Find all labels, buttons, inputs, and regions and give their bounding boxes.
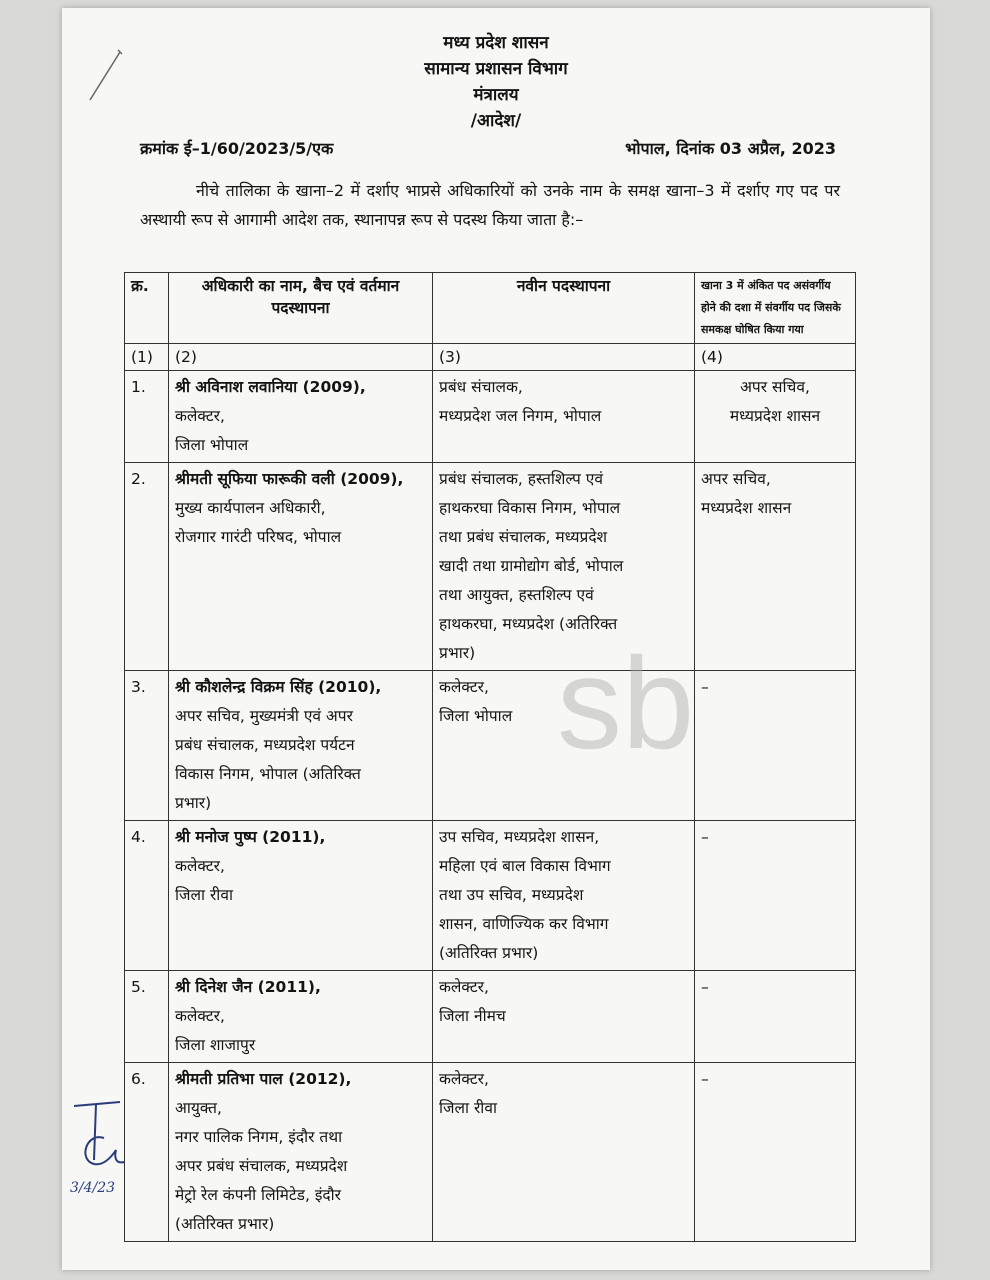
signature-date: 3/4/23 xyxy=(70,1180,116,1196)
current-posting-line: जिला शाजापुर xyxy=(175,1036,256,1054)
header-ministry: मंत्रालय xyxy=(473,85,519,105)
header-order: /आदेश/ xyxy=(470,111,522,131)
cell-new-posting xyxy=(433,371,695,463)
officer-name: श्री दिनेश जैन (2011), xyxy=(175,978,321,996)
new-posting-line: जिला भोपाल xyxy=(439,707,513,725)
col-header-equivalent: खाना 3 में अंकित पद असंवर्गीय होने की दशा में संवर्गीय पद जिसके समकक्ष घोषित किया गया xyxy=(695,273,856,344)
table-header-row xyxy=(125,273,856,344)
new-posting-line: मध्यप्रदेश जल निगम, भोपाल xyxy=(439,407,602,425)
equivalent-line: मध्यप्रदेश शासन xyxy=(729,407,821,425)
table-row xyxy=(125,1063,856,1242)
current-posting-line: आयुक्त, xyxy=(175,1099,222,1117)
posting-table xyxy=(124,272,856,1242)
header-department: सामान्य प्रशासन विभाग xyxy=(424,59,568,79)
cell-sno: 1. xyxy=(125,371,169,463)
cell-new-posting xyxy=(433,1063,695,1242)
cell-officer xyxy=(169,821,433,971)
reference-number: क्रमांक ई–1/60/2023/5/एक xyxy=(140,139,334,158)
col-header-sno: क्र. xyxy=(125,273,169,344)
cell-sno: 5. xyxy=(125,971,169,1063)
cell-equivalent xyxy=(695,971,856,1063)
new-posting-line: खादी तथा ग्रामोद्योग बोर्ड, भोपाल xyxy=(439,557,624,575)
cell-new-posting xyxy=(433,821,695,971)
col-number: (3) xyxy=(433,344,695,371)
current-posting-line: (अतिरिक्त प्रभार) xyxy=(175,1215,275,1233)
officer-name: श्री अविनाश लवानिया (2009), xyxy=(175,378,366,396)
order-date: भोपाल, दिनांक 03 अप्रैल, 2023 xyxy=(625,139,836,158)
new-posting-line: महिला एवं बाल विकास विभाग xyxy=(439,857,611,875)
col-header-new-posting: नवीन पदस्थापना xyxy=(433,273,695,344)
equivalent-line: अपर सचिव, xyxy=(740,378,810,396)
table-number-row xyxy=(125,344,856,371)
officer-name: श्री मनोज पुष्प (2011), xyxy=(175,828,326,846)
cell-sno: 2. xyxy=(125,463,169,671)
cell-equivalent xyxy=(695,463,856,671)
officer-name: श्री कौशलेन्द्र विक्रम सिंह (2010), xyxy=(175,678,382,696)
current-posting-line: मुख्य कार्यपालन अधिकारी, xyxy=(175,499,326,517)
intro-paragraph: नीचे तालिका के खाना–2 में दर्शाए भाप्रसे अधिकारियों को उनके नाम के समक्ष खाना–3 में दर्शाए गए पद पर अस्थायी रूप से आगामी आदेश तक, स्थानापन्न रूप से पदस्थ किया जाता है:– xyxy=(140,181,840,229)
col-number: (1) xyxy=(125,344,169,371)
current-posting-line: अपर सचिव, मुख्यमंत्री एवं अपर xyxy=(175,707,353,725)
new-posting-line: उप सचिव, मध्यप्रदेश शासन, xyxy=(439,828,600,846)
new-posting-line: कलेक्टर, xyxy=(439,1070,489,1088)
cell-sno: 6. xyxy=(125,1063,169,1242)
cell-new-posting xyxy=(433,463,695,671)
current-posting-line: कलेक्टर, xyxy=(175,407,225,425)
current-posting-line: रोजगार गारंटी परिषद, भोपाल xyxy=(175,528,342,546)
cell-sno: 3. xyxy=(125,671,169,821)
current-posting-line: प्रभार) xyxy=(175,794,212,812)
current-posting-line: जिला रीवा xyxy=(175,886,233,904)
new-posting-line: हाथकरघा विकास निगम, भोपाल xyxy=(439,499,621,517)
new-posting-line: तथा प्रबंध संचालक, मध्यप्रदेश xyxy=(439,528,608,546)
equivalent-dash: – xyxy=(701,978,709,996)
cell-officer xyxy=(169,971,433,1063)
pen-mark-icon xyxy=(84,48,124,108)
current-posting-line: नगर पालिक निगम, इंदौर तथा xyxy=(175,1128,343,1146)
watermark: sb xyxy=(557,630,695,776)
current-posting-line: जिला भोपाल xyxy=(175,436,249,454)
current-posting-line: मेट्रो रेल कंपनी लिमिटेड, इंदौर xyxy=(175,1186,342,1204)
current-posting-line: कलेक्टर, xyxy=(175,857,225,875)
col-header-officer: अधिकारी का नाम, बैच एवं वर्तमान पदस्थापना xyxy=(169,273,433,344)
new-posting-line: जिला नीमच xyxy=(439,1007,506,1025)
new-posting-line: प्रबंध संचालक, xyxy=(439,378,523,396)
cell-officer xyxy=(169,1063,433,1242)
cell-equivalent xyxy=(695,371,856,463)
new-posting-line: (अतिरिक्त प्रभार) xyxy=(439,944,539,962)
cell-officer xyxy=(169,371,433,463)
cell-new-posting xyxy=(433,971,695,1063)
current-posting-line: कलेक्टर, xyxy=(175,1007,225,1025)
header-state: मध्य प्रदेश शासन xyxy=(443,33,549,53)
current-posting-line: प्रबंध संचालक, मध्यप्रदेश पर्यटन xyxy=(175,736,355,754)
document-page xyxy=(62,8,930,1270)
cell-equivalent xyxy=(695,671,856,821)
cell-equivalent xyxy=(695,1063,856,1242)
col-number: (4) xyxy=(695,344,856,371)
cell-officer xyxy=(169,463,433,671)
new-posting-line: जिला रीवा xyxy=(439,1099,497,1117)
cell-equivalent xyxy=(695,821,856,971)
table-row xyxy=(125,971,856,1063)
new-posting-line: तथा उप सचिव, मध्यप्रदेश xyxy=(439,886,584,904)
cell-sno: 4. xyxy=(125,821,169,971)
equivalent-dash: – xyxy=(701,828,709,846)
new-posting-line: प्रभार) xyxy=(439,644,476,662)
equivalent-dash: – xyxy=(701,1070,709,1088)
new-posting-line: कलेक्टर, xyxy=(439,978,489,996)
current-posting-line: अपर प्रबंध संचालक, मध्यप्रदेश xyxy=(175,1157,348,1175)
new-posting-line: शासन, वाणिज्यिक कर विभाग xyxy=(439,915,609,933)
officer-name: श्रीमती प्रतिभा पाल (2012), xyxy=(175,1070,352,1088)
equivalent-line: अपर सचिव, xyxy=(701,470,771,488)
table-row xyxy=(125,671,856,821)
equivalent-line: मध्यप्रदेश शासन xyxy=(701,499,792,517)
col-number: (2) xyxy=(169,344,433,371)
table-row xyxy=(125,821,856,971)
equivalent-dash: – xyxy=(701,678,709,696)
cell-officer xyxy=(169,671,433,821)
new-posting-line: कलेक्टर, xyxy=(439,678,489,696)
new-posting-line: प्रबंध संचालक, हस्तशिल्प एवं xyxy=(439,470,603,488)
table-body xyxy=(125,371,856,1242)
officer-name: श्रीमती सूफिया फारूकी वली (2009), xyxy=(175,470,404,488)
table-row xyxy=(125,463,856,671)
current-posting-line: विकास निगम, भोपाल (अतिरिक्त xyxy=(175,765,361,783)
new-posting-line: हाथकरघा, मध्यप्रदेश (अतिरिक्त xyxy=(439,615,618,633)
cell-new-posting xyxy=(433,671,695,821)
table-row xyxy=(125,371,856,463)
new-posting-line: तथा आयुक्त, हस्तशिल्प एवं xyxy=(439,586,594,604)
